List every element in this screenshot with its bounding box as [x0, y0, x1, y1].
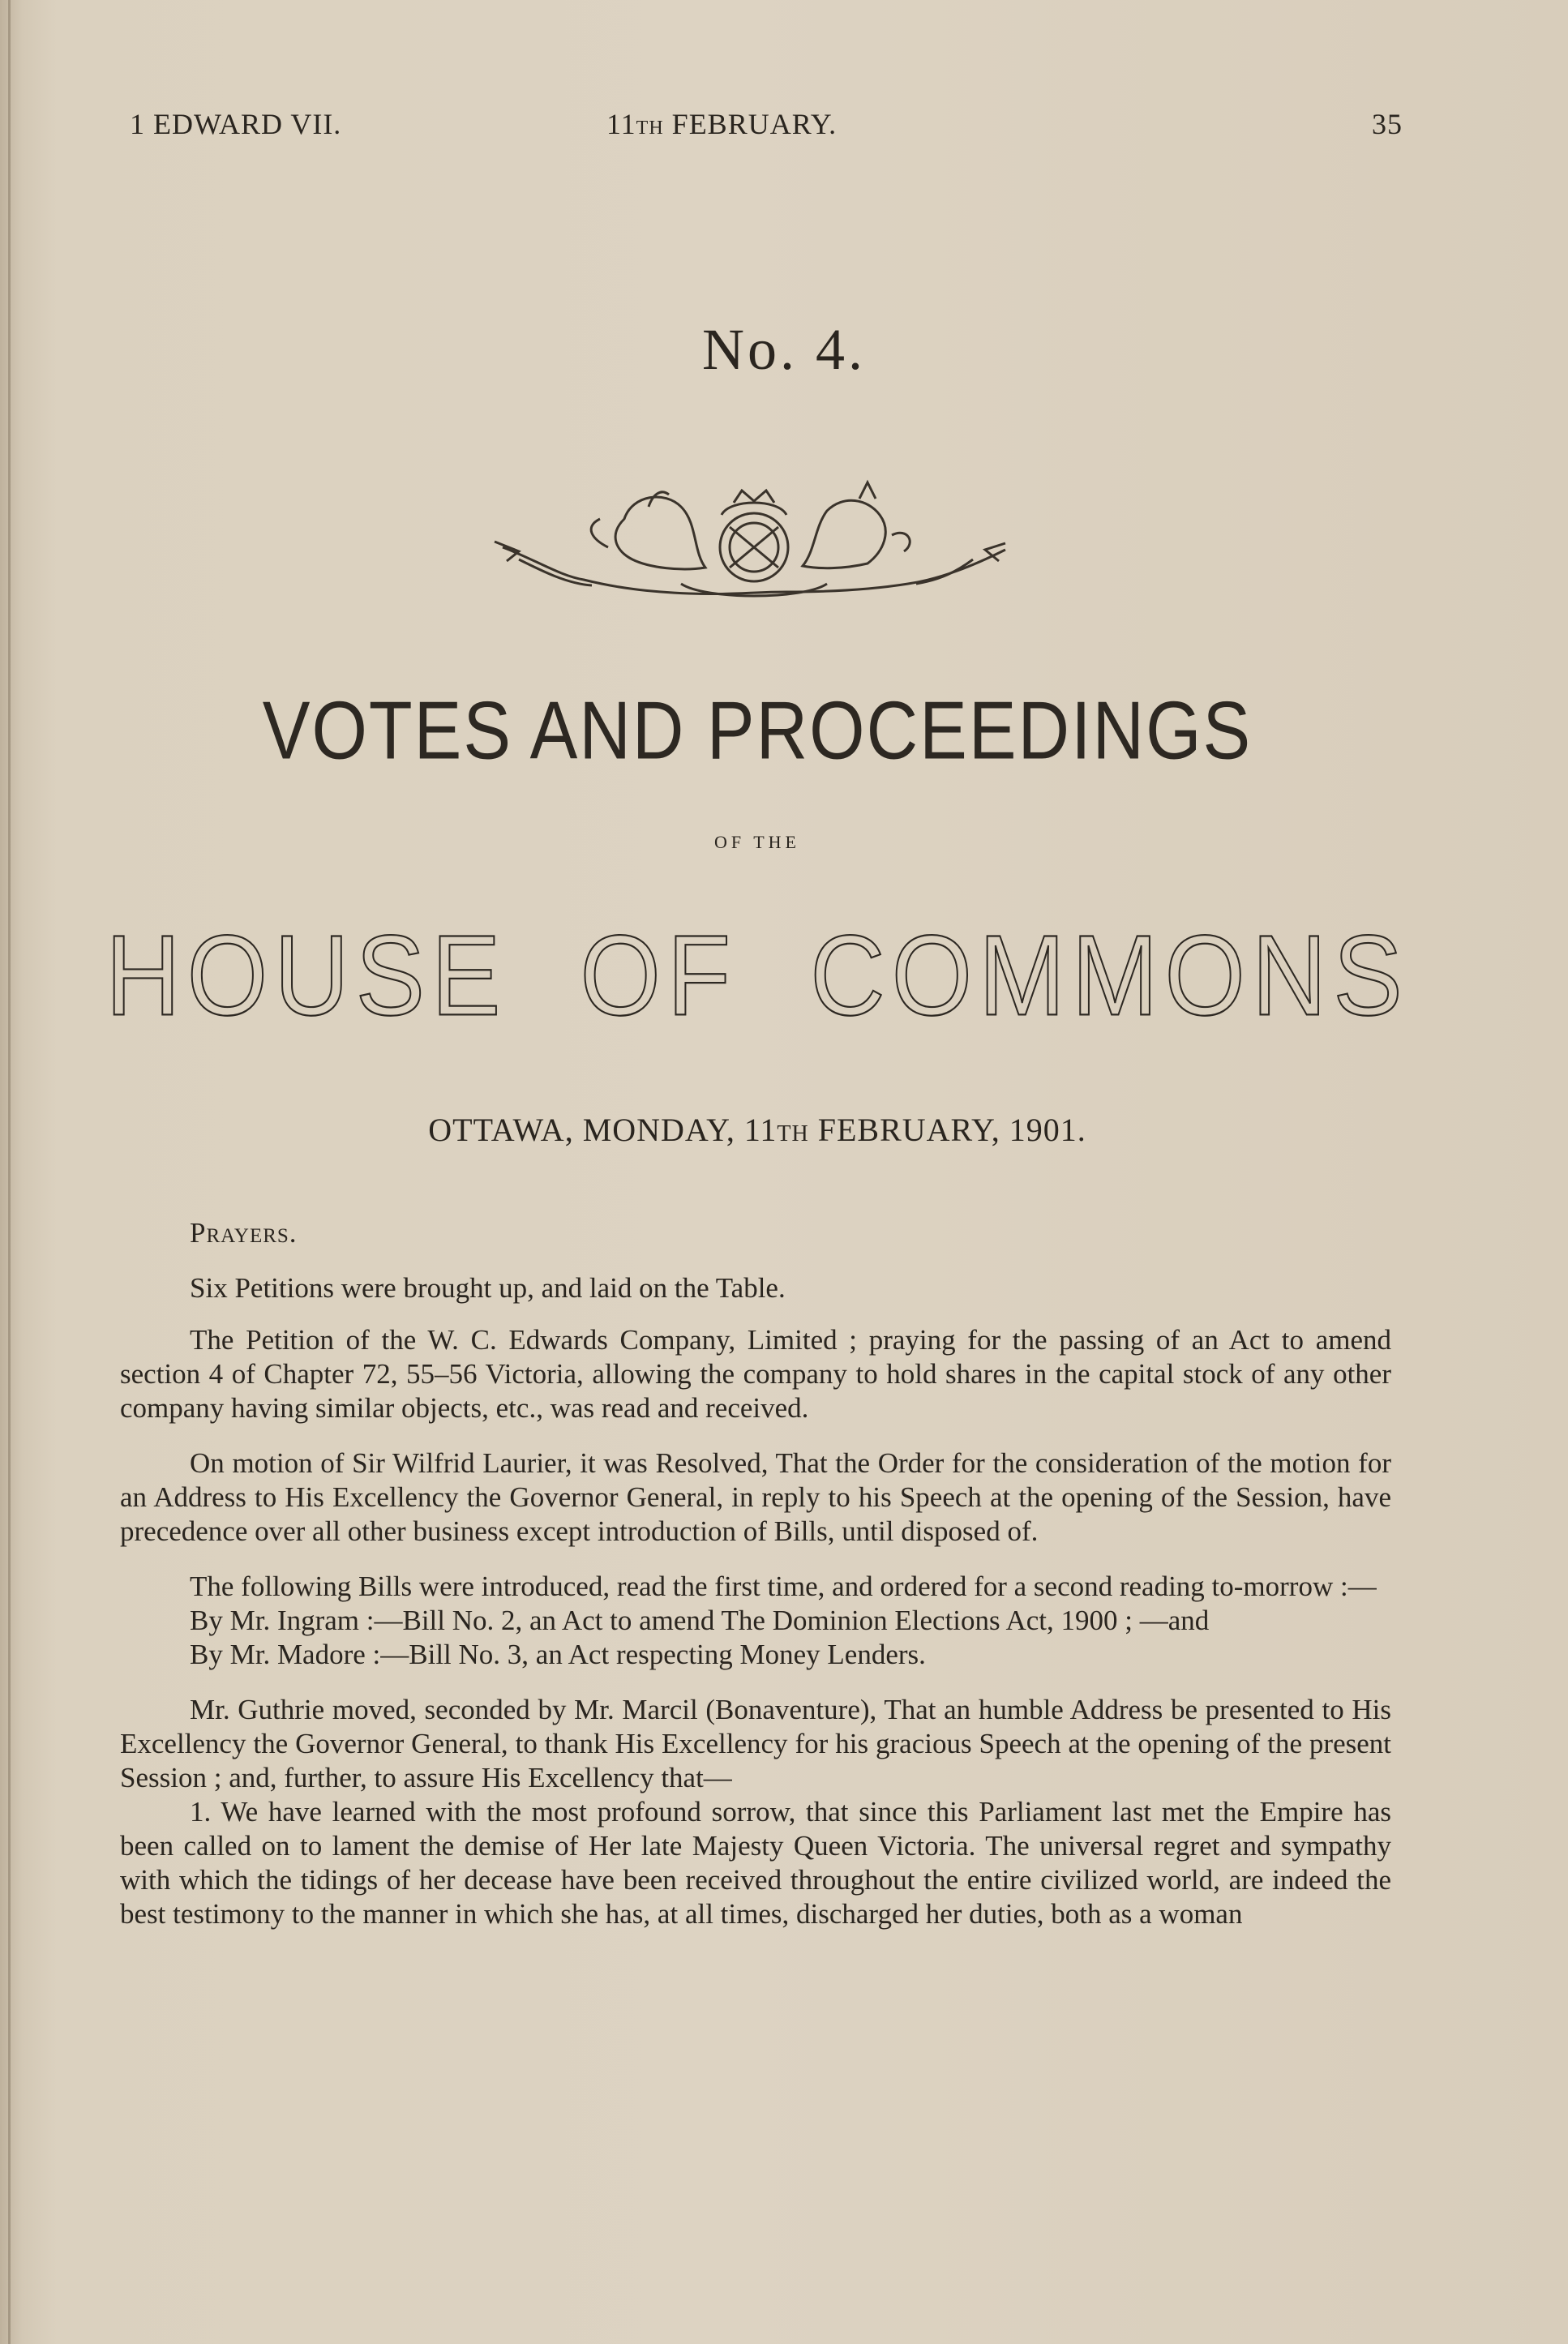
regnal-year: 1 EDWARD VII. — [130, 108, 342, 140]
paragraph-bill-madore: By Mr. Madore :—Bill No. 3, an Act respecting Money Lenders. — [190, 1639, 926, 1670]
running-head — [130, 107, 1403, 148]
royal-crest-icon — [486, 470, 1013, 616]
running-date-month: FEBRUARY. — [671, 108, 838, 140]
dateline-before: OTTAWA, MONDAY, 11 — [428, 1112, 778, 1148]
dateline — [0, 1111, 1514, 1149]
title-commons: COMMONS — [810, 911, 1409, 1040]
issue-number: No. 4. — [702, 317, 866, 382]
paragraph-bill-ingram: By Mr. Ingram :—Bill No. 2, an Act to amend The Dominion Elections Act, 1900 ; —and — [190, 1605, 1210, 1636]
running-date-day: 11 — [606, 108, 636, 140]
paragraph-guthrie-motion: Mr. Guthrie moved, seconded by Mr. Marcil (Bonaventure), That an humble Address be presented to His Excellency the Governor General, to thank His Excellency for his gracious Speech at the opening of the present Session ; and, further, to assure His Excellency that— — [120, 1694, 1391, 1793]
running-date-suffix: TH — [636, 118, 664, 139]
dateline-after: FEBRUARY, 1901. — [808, 1112, 1086, 1148]
running-date — [606, 107, 837, 141]
paragraph-bills-introduced: The following Bills were introduced, read the first time, and ordered for a second reading to-morrow :— — [190, 1571, 1377, 1602]
title-of-the: OF THE — [714, 832, 800, 852]
proceedings-body — [120, 1216, 1391, 1931]
title-votes-and-proceedings: VOTES AND PROCEEDINGS — [262, 683, 1253, 777]
title-of: OF — [580, 911, 738, 1040]
prayers-heading: Prayers. — [190, 1217, 298, 1249]
paragraph-petitions: Six Petitions were brought up, and laid on the Table. — [190, 1272, 786, 1304]
title-house-of-commons — [0, 911, 1514, 1042]
dateline-suffix: TH — [777, 1121, 809, 1146]
title-house: HOUSE — [105, 911, 508, 1040]
paragraph-address-point-1: 1. We have learned with the most profound sorrow, that since this Parliament last met the Empire has been called on to lament the demise of Her late Majesty Queen Victoria. The universal regret and sympathy with which the tidings of her decease have been received throughout the entire civilized world, are indeed the best testimony to the manner in which she has, at all times, discharged her duties, both as a woman — [120, 1796, 1391, 1930]
page-number: 35 — [1372, 108, 1403, 140]
paragraph-edwards-petition: The Petition of the W. C. Edwards Company, Limited ; praying for the passing of an Act to amend section 4 of Chapter 72, 55–56 Victoria, allowing the company to hold shares in the capital stock of any other company having similar objects, etc., was read and received. — [120, 1324, 1391, 1424]
paragraph-laurier-motion: On motion of Sir Wilfrid Laurier, it was Resolved, That the Order for the consideration of the motion for an Address to His Excellency the Governor General, in reply to his Speech at the opening of the Session, have precedence over all other business except introduction of Bills, until disposed of. — [120, 1447, 1391, 1547]
